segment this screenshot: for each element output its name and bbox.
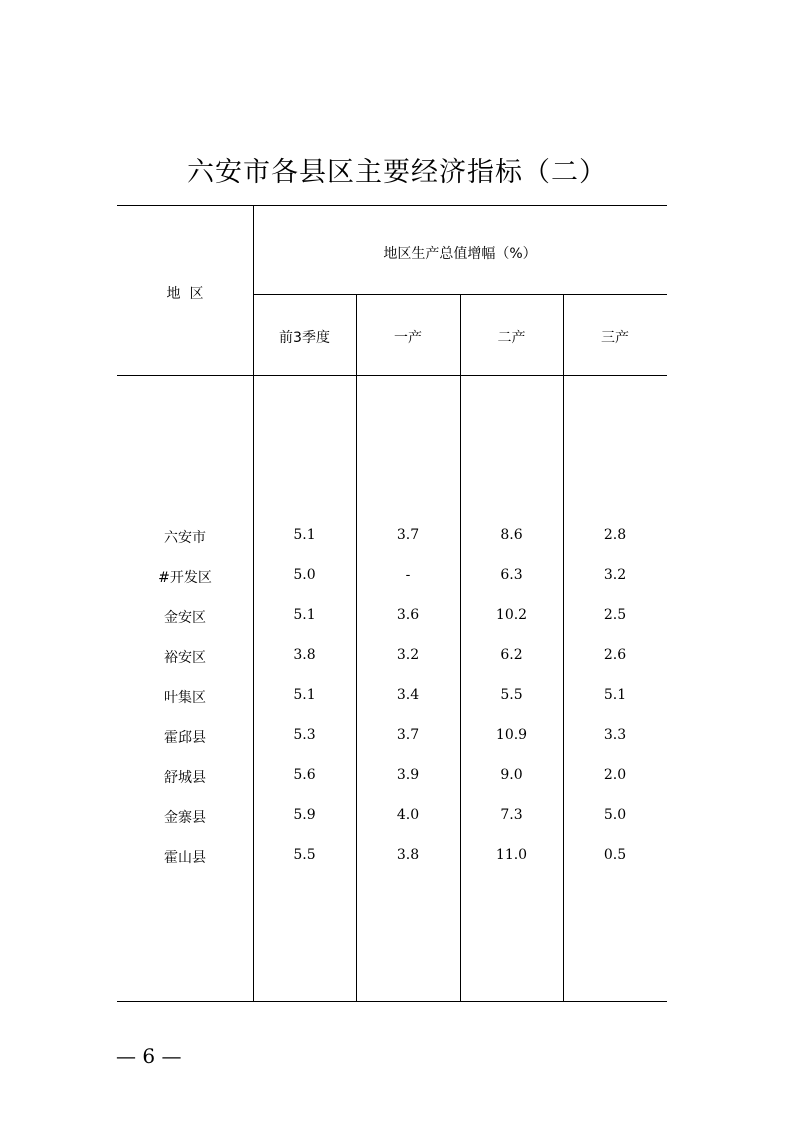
- row-region-name: 叶集区: [164, 690, 206, 706]
- row-value-primary: 3.6: [396, 607, 420, 623]
- row-value-tertiary: 2.5: [603, 607, 627, 623]
- row-region-name: 霍邱县: [164, 730, 206, 746]
- row-value-primary: 3.7: [396, 527, 420, 543]
- row-value-secondary: 8.6: [500, 527, 523, 543]
- row-value-primary: 3.9: [396, 767, 420, 783]
- row-value-primary: 3.7: [396, 727, 420, 743]
- row-value-secondary: 11.0: [495, 847, 528, 863]
- column-divider: [253, 205, 254, 1002]
- row-value-q3: 5.5: [293, 847, 316, 863]
- row-value-tertiary: 3.3: [603, 727, 627, 743]
- row-value-secondary: 9.0: [500, 767, 523, 783]
- row-value-primary: 3.8: [396, 847, 420, 863]
- column-header-primary: 一产: [394, 330, 422, 346]
- table-top-rule: [117, 205, 667, 206]
- row-region-name: #开发区: [158, 570, 212, 586]
- row-region-name: 金安区: [164, 610, 206, 626]
- page-title: 六安市各县区主要经济指标（二）: [187, 157, 607, 188]
- row-value-primary: 4.0: [396, 807, 420, 823]
- column-header-q3: 前3季度: [279, 330, 330, 346]
- row-value-q3: 5.1: [293, 607, 316, 623]
- row-value-secondary: 10.9: [495, 727, 528, 743]
- row-value-secondary: 6.2: [500, 647, 523, 663]
- row-value-tertiary: 5.1: [603, 687, 627, 703]
- row-value-primary: 3.2: [396, 647, 420, 663]
- row-region-name: 裕安区: [164, 650, 206, 666]
- row-value-q3: 3.8: [293, 647, 316, 663]
- row-region-name: 金寨县: [164, 810, 206, 826]
- page-number: — 6 —: [116, 1044, 182, 1068]
- row-value-secondary: 5.5: [500, 687, 523, 703]
- row-value-primary: -: [405, 567, 411, 583]
- header-bottom-rule: [117, 375, 667, 376]
- row-value-tertiary: 2.8: [603, 527, 627, 543]
- row-region-name: 六安市: [164, 530, 206, 546]
- row-value-q3: 5.3: [293, 727, 316, 743]
- row-value-q3: 5.9: [293, 807, 316, 823]
- row-value-tertiary: 2.6: [603, 647, 627, 663]
- row-value-secondary: 10.2: [495, 607, 528, 623]
- column-header-secondary: 二产: [497, 330, 526, 346]
- row-value-q3: 5.1: [293, 527, 316, 543]
- row-value-q3: 5.0: [293, 567, 316, 583]
- row-value-primary: 3.4: [396, 687, 420, 703]
- row-value-tertiary: 3.2: [603, 567, 627, 583]
- row-value-secondary: 7.3: [500, 807, 523, 823]
- row-region-name: 霍山县: [164, 850, 206, 866]
- row-value-q3: 5.1: [293, 687, 316, 703]
- column-header-tertiary: 三产: [601, 330, 629, 346]
- region-header: 地 区: [166, 286, 204, 302]
- row-region-name: 舒城县: [164, 770, 206, 786]
- row-value-tertiary: 0.5: [603, 847, 627, 863]
- row-value-tertiary: 2.0: [603, 767, 627, 783]
- row-value-q3: 5.6: [293, 767, 316, 783]
- row-value-secondary: 6.3: [500, 567, 523, 583]
- table-bottom-rule: [117, 1001, 667, 1002]
- gdp-growth-header: 地区生产总值增幅（%）: [383, 246, 537, 262]
- row-value-tertiary: 5.0: [603, 807, 627, 823]
